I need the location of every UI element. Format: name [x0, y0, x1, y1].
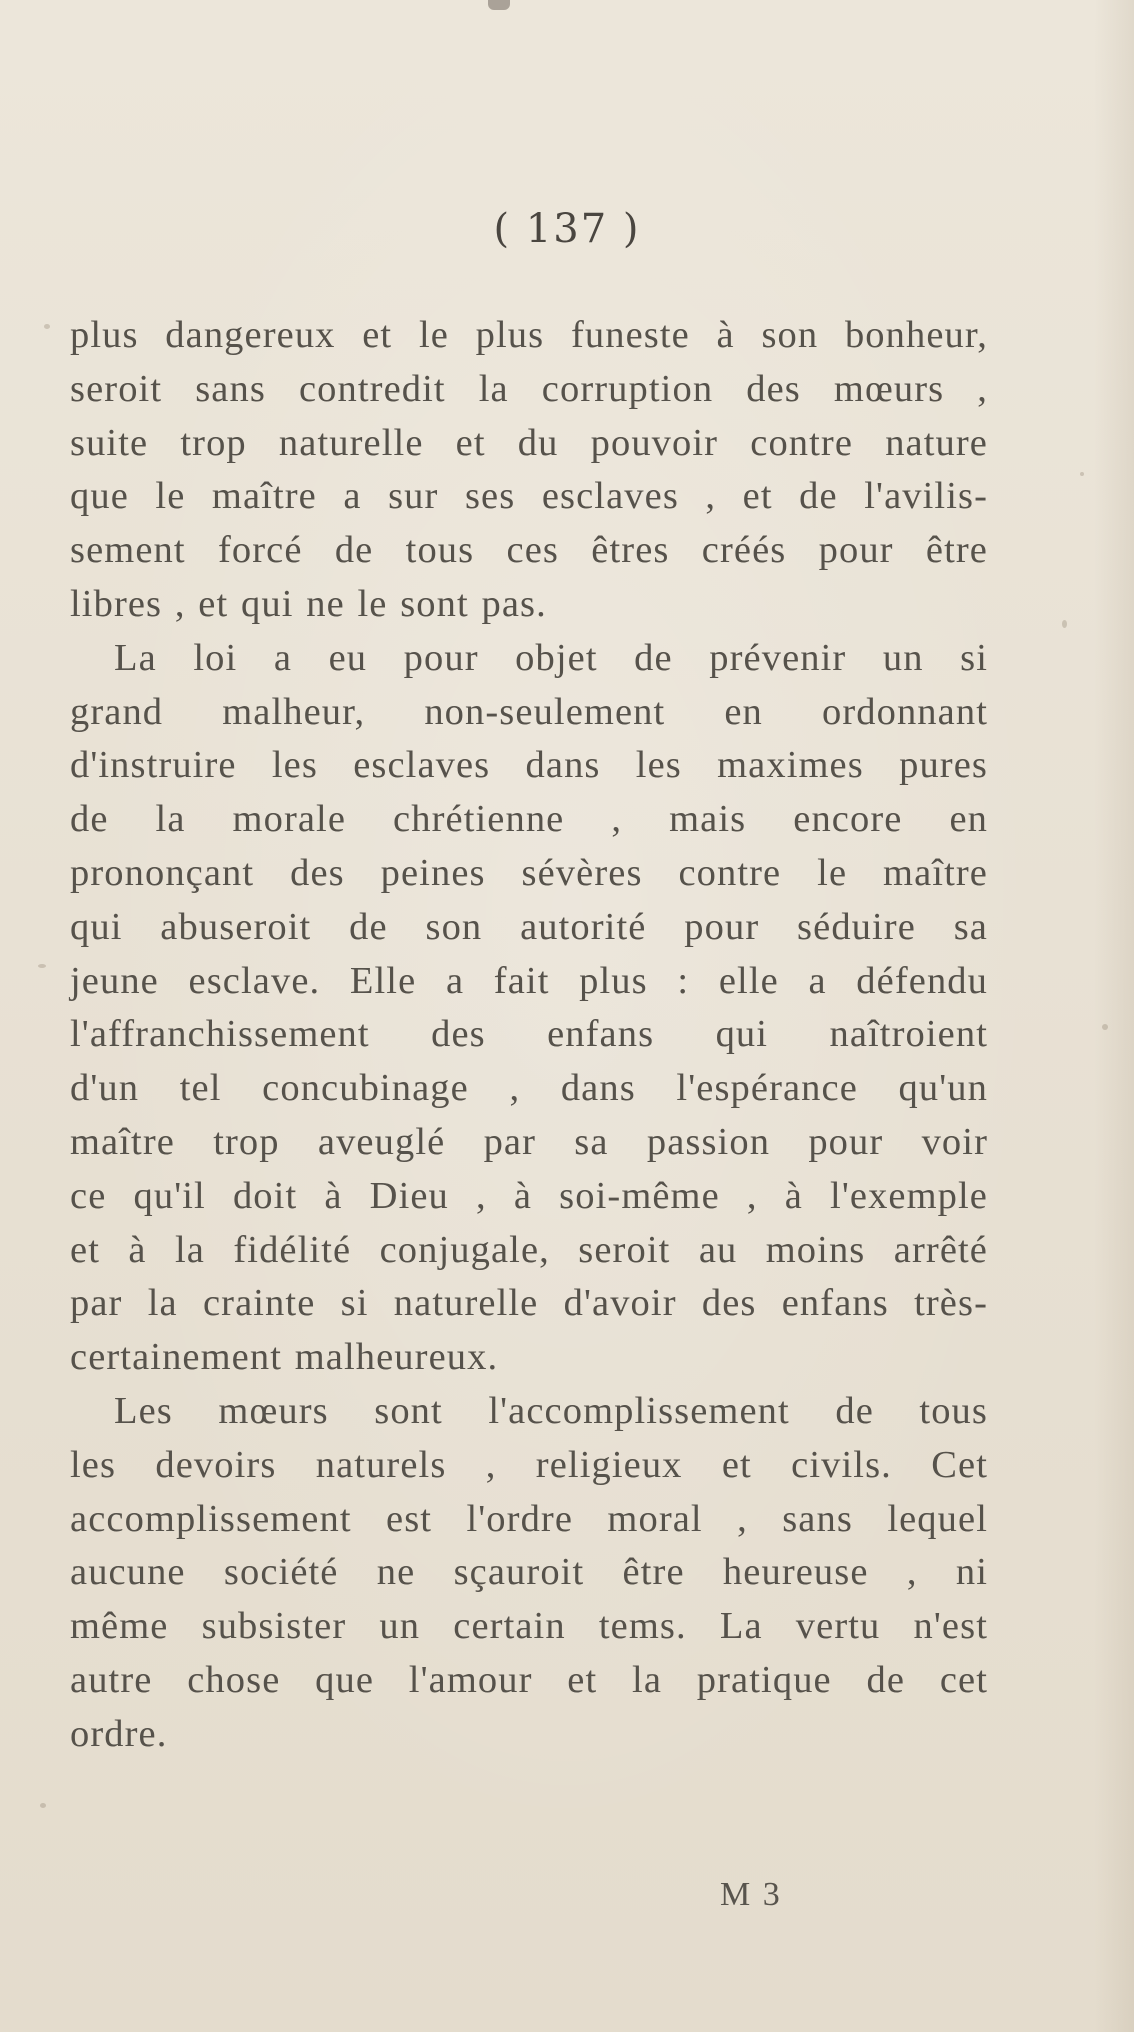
text-line: ce qu'il doit à Dieu , à soi-même , à l'exemple	[70, 1174, 988, 1217]
page-edge-shadow	[1094, 0, 1134, 2032]
text-line: par la crainte si naturelle d'avoir des enfans très-	[70, 1282, 988, 1325]
text-line: sement forcé de tous ces êtres créés pour être	[70, 529, 988, 572]
text-line: de la morale chrétienne , mais encore en	[70, 798, 988, 841]
text-line: jeune esclave. Elle a fait plus : elle a défendu	[70, 959, 988, 1002]
text-line: Les mœurs sont l'accomplissement de tous	[114, 1389, 988, 1432]
text-line: aucune société ne sçauroit être heureuse , ni	[70, 1551, 988, 1594]
text-line: l'affranchissement des enfans qui naîtroient	[70, 1013, 988, 1056]
text-line: maître trop aveuglé par sa passion pour voir	[70, 1120, 988, 1163]
text-line: autre chose que l'amour et la pratique de cet	[70, 1658, 988, 1701]
ink-mark	[488, 0, 510, 10]
text-line: qui abuseroit de son autorité pour séduire sa	[70, 905, 988, 948]
signature-mark: M 3	[720, 1876, 782, 1913]
text-line: les devoirs naturels , religieux et civils. Cet	[70, 1443, 988, 1486]
text-line: libres , et qui ne le sont pas.	[70, 582, 547, 625]
text-line: La loi a eu pour objet de prévenir un si	[114, 636, 988, 679]
text-line: ordre.	[70, 1712, 168, 1755]
text-line: que le maître a sur ses esclaves , et de l'avilis-	[70, 475, 988, 518]
text-line: accomplissement est l'ordre moral , sans lequel	[70, 1497, 988, 1540]
text-line: plus dangereux et le plus funeste à son bonheur,	[70, 314, 988, 356]
foxing-spot	[1062, 620, 1067, 628]
text-line: certainement malheureux.	[70, 1336, 499, 1379]
text-line: d'un tel concubinage , dans l'espérance qu'un	[70, 1067, 988, 1110]
foxing-spot	[1080, 472, 1084, 476]
foxing-spot	[1102, 1024, 1108, 1030]
text-line: prononçant des peines sévères contre le maître	[70, 851, 988, 894]
foxing-spot	[38, 964, 46, 968]
page-number-header: ( 137 )	[493, 206, 641, 252]
text-line: d'instruire les esclaves dans les maximes pures	[70, 744, 988, 787]
text-line: même subsister un certain tems. La vertu n'est	[70, 1605, 988, 1648]
body-text	[70, 309, 988, 1762]
foxing-spot	[44, 324, 50, 329]
text-line: suite trop naturelle et du pouvoir contre nature	[70, 421, 988, 464]
text-line: grand malheur, non-seulement en ordonnant	[70, 690, 988, 733]
foxing-spot	[40, 1803, 46, 1808]
text-line: seroit sans contredit la corruption des mœurs ,	[70, 367, 988, 410]
text-line: et à la fidélité conjugale, seroit au moins arrêté	[70, 1228, 988, 1271]
